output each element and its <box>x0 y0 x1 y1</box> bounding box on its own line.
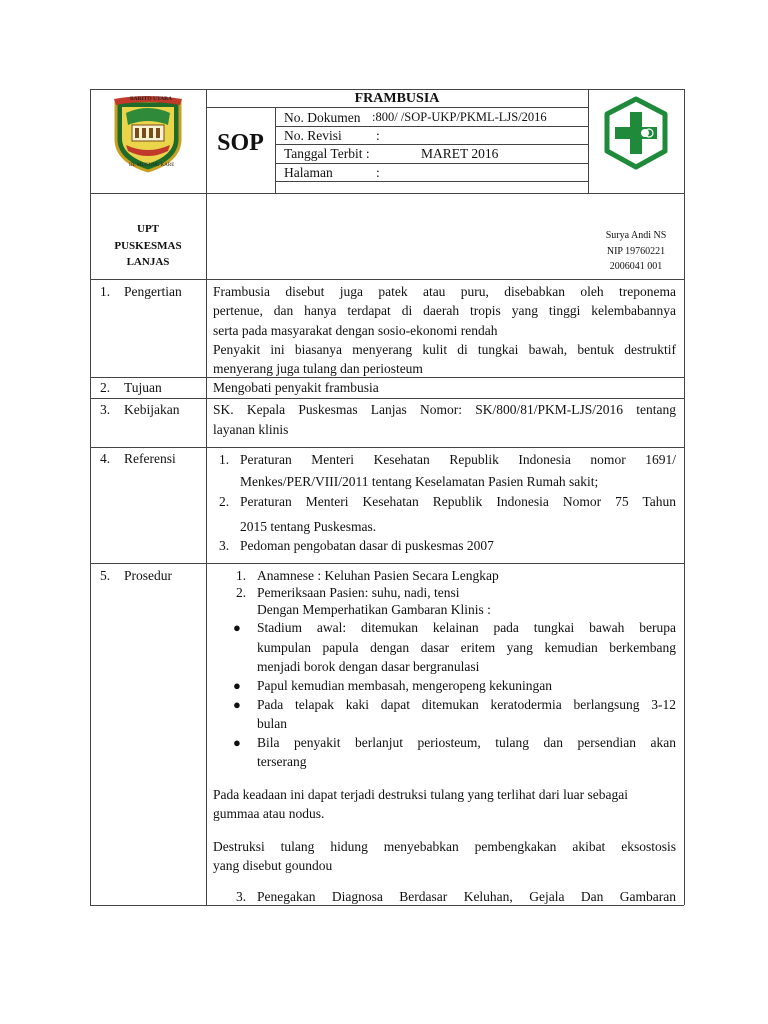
org-line-puskesmas: PUSKESMAS <box>114 240 182 252</box>
signatory-name: Surya Andi NS <box>605 230 667 241</box>
list-number: 1. <box>219 452 230 467</box>
prosedur-paragraph-line: yang disebut goundou <box>213 858 333 873</box>
prosedur-bullet-line: kumpulan papula dengan dasar eritem yang kemudian berkembang <box>257 640 676 655</box>
section-label-tujuan: Tujuan <box>124 380 162 395</box>
row-divider <box>90 398 684 399</box>
prosedur-paragraph-line: Pada keadaan ini dapat terjadi destruksi tulang yang terlihat dari luar sebagai <box>213 787 628 802</box>
prosedur-bullet-line: Papul kemudian membasah, mengeropeng kekuningan <box>257 678 553 693</box>
list-number: 2. <box>219 494 230 509</box>
section-number: 1. <box>100 284 111 299</box>
no-dokumen-value: :800/ /SOP-UKP/PKML-LJS/2016 <box>372 110 547 124</box>
referensi-line: Pedoman pengobatan dasar di puskesmas 2007 <box>240 538 494 553</box>
column-divider <box>275 107 276 193</box>
tanggal-terbit-value: MARET 2016 <box>421 146 499 161</box>
row-divider <box>90 447 684 448</box>
section-label-pengertian: Pengertian <box>124 284 182 299</box>
bullet-icon: ● <box>233 620 241 635</box>
row-divider <box>90 563 684 564</box>
table-border-left <box>90 89 91 905</box>
prosedur-paragraph-line: Destruksi tulang hidung menyebabkan pembengkakan akibat eksostosis <box>213 839 676 854</box>
prosedur-paragraph-line: gummaa atau nodus. <box>213 806 325 821</box>
section-number: 5. <box>100 568 111 583</box>
crest-banner-text: BARITO UTARA <box>130 96 173 102</box>
column-divider <box>588 89 589 193</box>
prosedur-bullet-line: terserang <box>257 754 307 769</box>
prosedur-subheading: Dengan Memperhatikan Gambaran Klinis : <box>257 602 491 617</box>
pengertian-line: Penyakit ini biasanya menyerang kulit di tungkai bawah, bentuk destruktif <box>213 342 676 357</box>
section-number: 2. <box>100 380 111 395</box>
row-divider <box>90 279 684 280</box>
signatory-nip-cont: 2006041 001 <box>609 261 663 272</box>
referensi-line: Peraturan Menteri Kesehatan Republik Indonesia nomor 1691/ <box>240 452 676 467</box>
list-number: 2. <box>236 585 247 600</box>
tujuan-text: Mengobati penyakit frambusia <box>213 380 379 395</box>
no-revisi-value: : <box>376 128 380 143</box>
section-label-referensi: Referensi <box>124 451 176 466</box>
list-number: 3. <box>219 538 230 553</box>
list-number: 3. <box>236 889 247 904</box>
prosedur-step: Pemeriksaan Pasien: suhu, nadi, tensi <box>257 585 460 600</box>
no-revisi-label: No. Revisi <box>284 128 342 143</box>
column-divider <box>206 89 207 905</box>
org-line-upt: UPT <box>137 223 159 235</box>
pengertian-line: Frambusia disebut juga patek atau puru, disebabkan oleh treponema <box>213 284 676 299</box>
prosedur-bullet-line: Pada telapak kaki dapat ditemukan keratodermia berlangsung 3-12 <box>257 697 676 712</box>
bullet-icon: ● <box>233 697 241 712</box>
pengertian-line: pertenue, dan hanya terdapat di daerah tropis yang tinggi kelembabannya <box>213 303 676 318</box>
bullet-icon: ● <box>233 735 241 750</box>
halaman-value: : <box>376 165 380 180</box>
list-number: 1. <box>236 568 247 583</box>
header-bottom-border <box>90 193 684 194</box>
halaman-label: Halaman <box>284 165 333 180</box>
pengertian-line: menyerang juga tulang dan periosteum <box>213 361 423 376</box>
prosedur-bullet-line: bulan <box>257 716 287 731</box>
referensi-line: 2015 tentang Puskesmas. <box>240 519 377 534</box>
document-title: FRAMBUSIA <box>354 91 440 106</box>
kebijakan-line: SK. Kepala Puskesmas Lanjas Nomor: SK/800/81/PKM-LJS/2016 tentang <box>213 402 676 417</box>
prosedur-step: Penegakan Diagnosa Berdasar Keluhan, Gejala Dan Gambaran <box>257 889 676 904</box>
tanggal-terbit-label: Tanggal Terbit : <box>284 146 370 161</box>
sop-label: SOP <box>217 130 264 156</box>
referensi-line: Menkes/PER/VIII/2011 tentang Keselamatan Pasien Rumah sakit; <box>240 474 599 489</box>
prosedur-step: Anamnese : Keluhan Pasien Secara Lengkap <box>257 568 499 583</box>
referensi-line: Peraturan Menteri Kesehatan Republik Indonesia Nomor 75 Tahun <box>240 494 676 509</box>
org-line-lanjas: LANJAS <box>126 256 170 268</box>
section-label-kebijakan: Kebijakan <box>124 402 180 417</box>
prosedur-bullet-line: menjadi borok dengan dasar bergranulasi <box>257 659 480 674</box>
section-number: 4. <box>100 451 111 466</box>
section-number: 3. <box>100 402 111 417</box>
section-label-prosedur: Prosedur <box>124 568 172 583</box>
bullet-icon: ● <box>233 678 241 693</box>
no-dokumen-label: No. Dokumen <box>284 110 361 125</box>
signatory-nip: NIP 19760221 <box>606 246 666 257</box>
puskesmas-logo <box>601 96 671 170</box>
prosedur-bullet-line: Stadium awal: ditemukan kelainan pada tungkai bawah berupa <box>257 620 676 635</box>
pengertian-line: serta pada masyarakat dengan sosio-ekonomi rendah <box>213 323 498 338</box>
prosedur-bullet-line: Bila penyakit berlanjut periosteum, tulang dan persendian akan <box>257 735 676 750</box>
table-border-right <box>684 89 685 905</box>
crest-motto-text: IJE MUNUNG KARE <box>129 163 175 168</box>
kebijakan-line: layanan klinis <box>213 422 289 437</box>
